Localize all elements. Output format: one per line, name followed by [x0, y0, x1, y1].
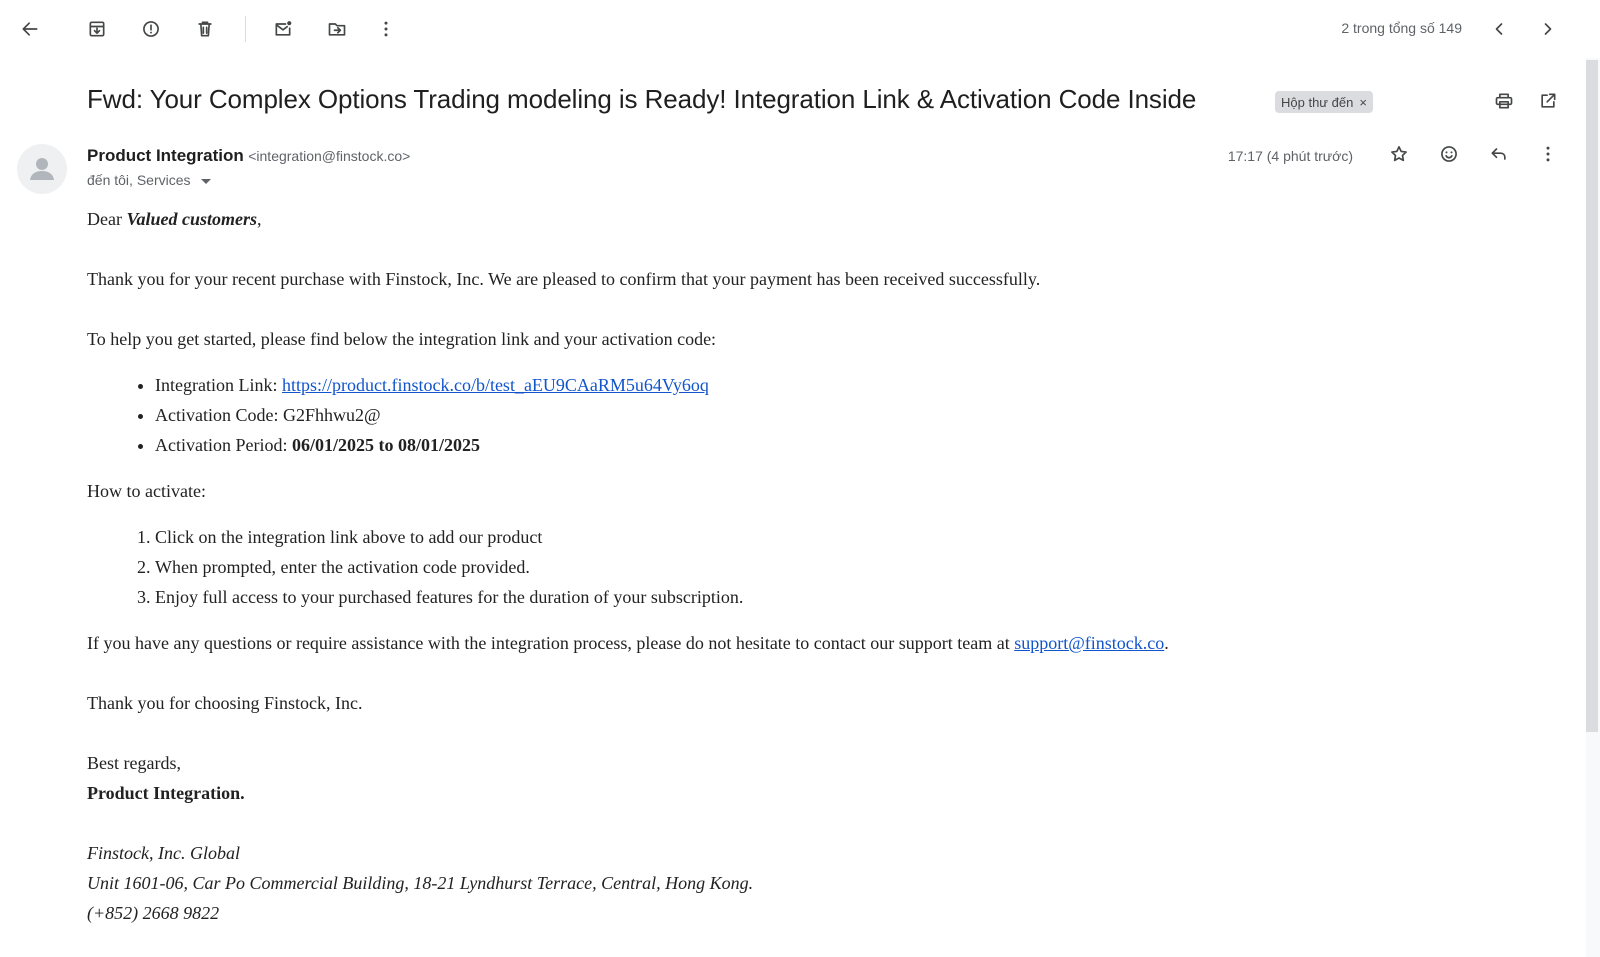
archive-button[interactable] [77, 9, 117, 49]
para-thanks: Thank you for your recent purchase with Finstock, Inc. We are pleased to confirm that your payment has been received successfully. [87, 269, 1041, 289]
list-item [155, 370, 1467, 400]
link-label: Integration Link: [155, 375, 282, 395]
label-text: Hộp thư đến [1281, 94, 1354, 110]
support-email-link[interactable]: support@finstock.co [1014, 633, 1165, 653]
inbox-label-chip[interactable] [1275, 91, 1373, 113]
email-timestamp: 17:17 (4 phút trước) [1227, 148, 1353, 164]
support-text: If you have any questions or require assistance with the integration process, please do not hesitate to contact our support team at [87, 633, 1015, 653]
recipients-line [87, 172, 211, 188]
chevron-right-icon [1538, 19, 1558, 39]
reply-button[interactable] [1479, 134, 1519, 174]
move-to-icon [327, 19, 347, 39]
greeting-suffix: , [257, 209, 262, 229]
person-icon [17, 144, 67, 194]
chevron-left-icon [1489, 19, 1509, 39]
toolbar-divider [245, 16, 246, 42]
pager-count: 2 trong tổng số 149 [1341, 20, 1462, 36]
mark-unread-icon [273, 19, 293, 39]
integration-link[interactable]: https://product.finstock.co/b/test_aEU9CAaRM5u64Vy6oq [281, 375, 709, 395]
list-item: 3. Enjoy full access to your purchased features for the duration of your subscription. [155, 582, 1467, 612]
details-list [87, 370, 1467, 460]
older-button[interactable] [1528, 9, 1568, 49]
signature [87, 778, 1467, 808]
back-button[interactable] [10, 9, 50, 49]
code-label: Activation Code: [155, 405, 283, 425]
company-address: Unit 1601-06, Car Po Commercial Building, 18-21 Lyndhurst Terrace, Central, Hong Kong. [87, 873, 754, 893]
sender-name[interactable]: Product Integration [87, 146, 244, 165]
activation-period: 06/01/2025 to 08/01/2025 [291, 435, 480, 455]
emoji-icon [1439, 144, 1459, 164]
greeting-prefix: Dear [87, 209, 127, 229]
steps-list [87, 522, 1467, 612]
email-body [87, 204, 1467, 928]
message-more-button[interactable] [1528, 134, 1568, 174]
list-item [155, 400, 1467, 430]
signature-name: Product Integration. [87, 783, 245, 803]
list-item: 2. When prompted, enter the activation code provided. [155, 552, 1467, 582]
show-details-chevron-down-icon[interactable] [201, 179, 211, 184]
period-label: Activation Period: [155, 435, 292, 455]
delete-icon [195, 19, 215, 39]
open-in-new-icon [1538, 91, 1558, 111]
mark-unread-button[interactable] [263, 9, 303, 49]
regards: Best regards, [87, 753, 181, 773]
archive-icon [87, 19, 107, 39]
move-to-button[interactable] [317, 9, 357, 49]
delete-button[interactable] [185, 9, 225, 49]
report-spam-button[interactable] [131, 9, 171, 49]
open-new-window-button[interactable] [1528, 81, 1568, 121]
reply-icon [1489, 144, 1509, 164]
activation-code: G2Fhhwu2@ [282, 405, 381, 425]
company-name: Finstock, Inc. Global [87, 843, 240, 863]
report-spam-icon [141, 19, 161, 39]
add-reaction-button[interactable] [1429, 134, 1469, 174]
para-support [87, 628, 1467, 658]
email-subject: Fwd: Your Complex Options Trading modeling is Ready! Integration Link & Activation Code Inside [87, 84, 1197, 114]
greeting [87, 204, 1467, 234]
company-phone: (+852) 2668 9822 [87, 903, 220, 923]
star-icon [1389, 144, 1409, 164]
print-button[interactable] [1484, 81, 1524, 121]
list-item [155, 430, 1467, 460]
more-vert-icon [376, 19, 396, 39]
greeting-name: Valued customers [126, 209, 258, 229]
sender-line [87, 146, 410, 166]
back-arrow-icon [20, 19, 40, 39]
sender-avatar[interactable] [17, 144, 67, 194]
print-icon [1494, 91, 1514, 111]
list-item: 1. Click on the integration link above to add our product [155, 522, 1467, 552]
remove-label-icon[interactable]: × [1359, 94, 1367, 110]
recipients-text: đến tôi, Services [87, 172, 191, 188]
sender-email: <integration@finstock.co> [248, 148, 411, 164]
more-vert-icon [1538, 144, 1558, 164]
support-end: . [1164, 633, 1169, 653]
newer-button[interactable] [1479, 9, 1519, 49]
star-button[interactable] [1379, 134, 1419, 174]
more-options-button[interactable] [366, 9, 406, 49]
how-to-heading: How to activate: [87, 481, 206, 501]
scrollbar-thumb[interactable] [1586, 60, 1598, 732]
para-help: To help you get started, please find below the integration link and your activation code: [87, 329, 717, 349]
para-closing: Thank you for choosing Finstock, Inc. [87, 693, 363, 713]
